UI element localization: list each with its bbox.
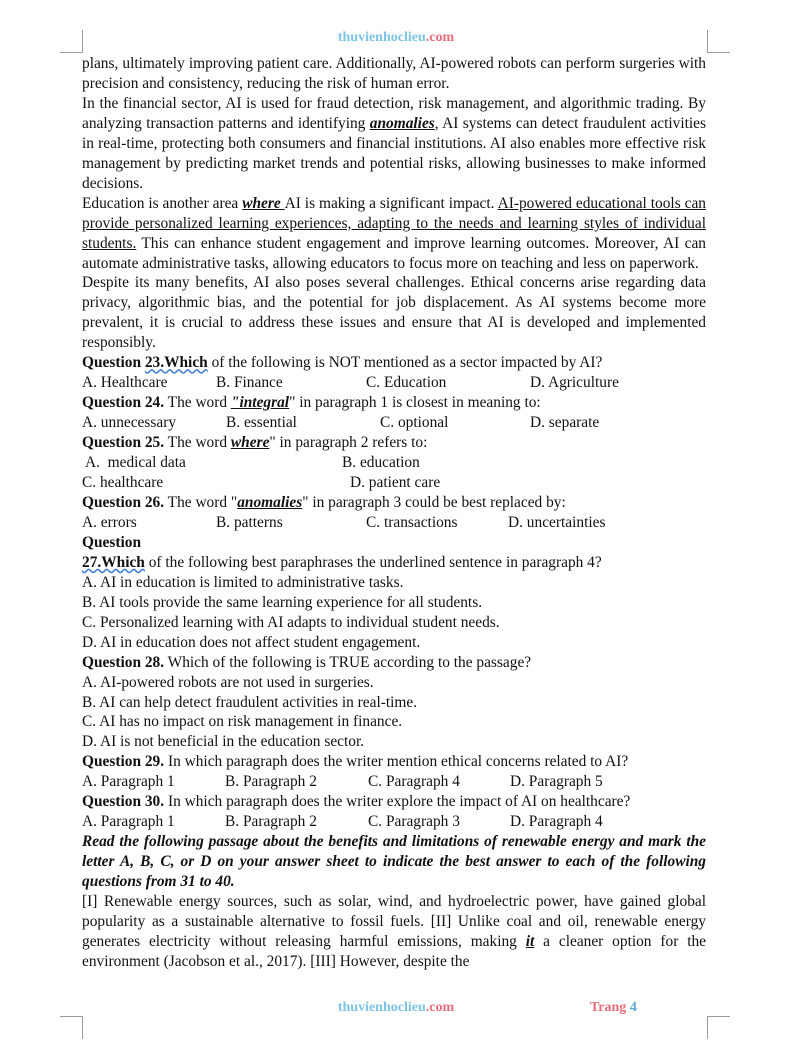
option-d[interactable]: D. AI in education does not affect student engagement. bbox=[82, 633, 421, 651]
option-c[interactable]: C. Personalized learning with AI adapts to individual student needs. bbox=[82, 613, 500, 631]
question-27 bbox=[82, 553, 706, 573]
option-c[interactable]: C. transactions bbox=[366, 513, 458, 531]
passage2-text-b: a cleaner option for the environment (Jacobson et al., 2017). [III] However, despite the bbox=[82, 932, 706, 970]
option-c[interactable]: C. optional bbox=[380, 414, 449, 432]
option-c[interactable]: C. Education bbox=[366, 374, 447, 392]
crop-mark-top-right bbox=[707, 30, 730, 53]
footer-brand-name: thuvienhoclieu bbox=[337, 1000, 426, 1015]
question-number: 23.Which bbox=[144, 354, 208, 372]
crop-mark-top-left bbox=[60, 30, 83, 53]
option-b[interactable]: B. Paragraph 2 bbox=[225, 813, 317, 831]
option-c[interactable]: C. Paragraph 4 bbox=[368, 773, 460, 791]
options-q24 bbox=[82, 413, 706, 433]
question-text-b: " in paragraph 1 is closest in meaning to: bbox=[289, 394, 541, 412]
question-label: Question 30. bbox=[82, 793, 165, 811]
page-number bbox=[590, 1000, 637, 1016]
p3-underlined-sentence: AI-powered educational tools can provide personalized learning experiences, adapting to the needs and learning styles of individual students. bbox=[82, 194, 706, 252]
site-footer bbox=[0, 1000, 792, 1016]
options-q25-row2 bbox=[82, 473, 706, 493]
option-d[interactable]: D. uncertainties bbox=[508, 513, 606, 531]
question-text-a: The word bbox=[164, 434, 231, 452]
options-q25-row1 bbox=[82, 453, 706, 473]
options-q29 bbox=[82, 772, 706, 792]
passage-paragraph-2 bbox=[82, 94, 706, 194]
options-q23 bbox=[82, 373, 706, 393]
p3-keyword-where: where bbox=[242, 194, 285, 212]
question-24 bbox=[82, 393, 706, 413]
question-text: In which paragraph does the writer mention ethical concerns related to AI? bbox=[164, 753, 629, 771]
p3-text-b: AI is making a significant impact. bbox=[284, 194, 498, 212]
question-25 bbox=[82, 433, 706, 453]
option-b[interactable]: B. Paragraph 2 bbox=[225, 773, 317, 791]
question-label: Question 25. bbox=[82, 434, 165, 452]
question-label: Question 24. bbox=[82, 394, 165, 412]
question-text-a: The word " bbox=[164, 493, 238, 511]
question-text: of the following best paraphrases the underlined sentence in paragraph 4? bbox=[144, 553, 602, 571]
page-label: Trang bbox=[590, 1000, 630, 1015]
option-d[interactable]: D. AI is not beneficial in the education sector. bbox=[82, 733, 365, 751]
question-keyword: "integral bbox=[230, 394, 290, 412]
option-d[interactable]: D. separate bbox=[530, 414, 600, 432]
question-keyword: where bbox=[230, 434, 270, 452]
question-30 bbox=[82, 792, 706, 812]
options-q26 bbox=[82, 513, 706, 533]
option-d[interactable]: D. Paragraph 5 bbox=[510, 773, 603, 791]
p2-keyword-anomalies: anomalies bbox=[369, 114, 435, 132]
section-instruction: Read the following passage about the benefits and limitations of renewable energy and mark the letter A, B, C, or D on your answer sheet to indicate the best answer to each of the following questions from 31 to 40. bbox=[82, 833, 706, 891]
option-a[interactable]: A. Paragraph 1 bbox=[82, 813, 175, 831]
p2-text-b: , AI systems can detect fraudulent activities in real-time, protecting both consumers and financial institutions. AI also enables more effective risk management by predicting market trends and potential risks, allowing businesses to make informed decisions. bbox=[82, 114, 706, 192]
option-a[interactable]: A. errors bbox=[82, 513, 137, 531]
question-text: In which paragraph does the writer explore the impact of AI on healthcare? bbox=[164, 793, 631, 811]
p3-text-c: This can enhance student engagement and improve learning outcomes. Moreover, AI can automate administrative tasks, allowing educators to focus more on teaching and less on paperwork. bbox=[82, 234, 706, 272]
question-26 bbox=[82, 493, 706, 513]
option-a[interactable]: A. medical data bbox=[82, 454, 186, 472]
option-a[interactable]: A. unnecessary bbox=[82, 414, 177, 432]
crop-mark-bottom-right bbox=[707, 1016, 730, 1039]
footer-brand-domain: .com bbox=[425, 1000, 455, 1015]
option-d[interactable]: D. Paragraph 4 bbox=[510, 813, 603, 831]
option-b[interactable]: B. essential bbox=[226, 414, 297, 432]
question-text: of the following is NOT mentioned as a sector impacted by AI? bbox=[207, 354, 603, 372]
question-29 bbox=[82, 752, 706, 772]
passage2-keyword-it: it bbox=[525, 932, 535, 950]
option-a[interactable]: A. Paragraph 1 bbox=[82, 773, 175, 791]
question-number: 27.Which bbox=[82, 553, 145, 571]
option-a[interactable]: A. AI-powered robots are not used in surgeries. bbox=[82, 673, 374, 691]
passage-paragraph-4: Despite its many benefits, AI also poses several challenges. Ethical concerns arise regarding data privacy, algorithmic bias, and the potential for job displacement. As AI systems become more prevalent, it is crucial to address these issues and ensure that AI is developed and implemented responsibly. bbox=[82, 274, 706, 352]
option-a[interactable]: A. Healthcare bbox=[82, 374, 168, 392]
option-b[interactable]: B. Finance bbox=[216, 374, 283, 392]
header-brand-name: thuvienhoclieu bbox=[337, 30, 426, 45]
site-header bbox=[0, 30, 792, 46]
passage-paragraph-1-end: plans, ultimately improving patient care. Additionally, AI-powered robots can perform surgeries with precision and consistency, reducing the risk of human error. bbox=[82, 55, 706, 92]
passage-paragraph-3 bbox=[82, 194, 706, 274]
question-27-label: Question bbox=[82, 533, 142, 551]
p2-text-a: In the financial sector, AI is used for fraud detection, risk management, and algorithmic trading. By analyzing transaction patterns and identifying bbox=[82, 94, 706, 132]
question-text-b: " in paragraph 3 could be best replaced by: bbox=[302, 493, 566, 511]
question-text-a: The word bbox=[164, 394, 231, 412]
question-28 bbox=[82, 653, 706, 673]
option-c[interactable]: C. AI has no impact on risk management in finance. bbox=[82, 713, 403, 731]
option-a[interactable]: A. AI in education is limited to administrative tasks. bbox=[82, 573, 404, 591]
option-d[interactable]: D. patient care bbox=[350, 474, 441, 492]
option-c[interactable]: C. healthcare bbox=[82, 474, 164, 492]
document-body bbox=[82, 54, 706, 972]
option-b[interactable]: B. education bbox=[342, 454, 420, 472]
question-label: Question 26. bbox=[82, 493, 165, 511]
question-label: Question bbox=[82, 354, 145, 372]
option-b[interactable]: B. AI tools provide the same learning experience for all students. bbox=[82, 593, 483, 611]
option-c[interactable]: C. Paragraph 3 bbox=[368, 813, 460, 831]
question-keyword: anomalies bbox=[237, 493, 303, 511]
option-b[interactable]: B. patterns bbox=[216, 513, 283, 531]
question-text: Which of the following is TRUE according to the passage? bbox=[164, 653, 532, 671]
question-label: Question 28. bbox=[82, 653, 165, 671]
passage2-text-a: [I] Renewable energy sources, such as solar, wind, and hydroelectric power, have gained global popularity as a sustainable alternative to fossil fuels. [II] Unlike coal and oil, renewable energy generates electricity without releasing harmful emissions, making bbox=[82, 893, 706, 950]
crop-mark-bottom-left bbox=[60, 1016, 83, 1039]
question-text-b: " in paragraph 2 refers to: bbox=[269, 434, 428, 452]
options-q30 bbox=[82, 812, 706, 832]
passage2-paragraph-1 bbox=[82, 892, 706, 972]
option-d[interactable]: D. Agriculture bbox=[530, 374, 619, 392]
option-b[interactable]: B. AI can help detect fraudulent activities in real-time. bbox=[82, 693, 418, 711]
page-number-value: 4 bbox=[629, 1000, 637, 1015]
header-brand-domain: .com bbox=[425, 30, 455, 45]
question-label: Question 29. bbox=[82, 753, 165, 771]
p3-text-a: Education is another area bbox=[82, 194, 243, 212]
question-23 bbox=[82, 353, 706, 373]
